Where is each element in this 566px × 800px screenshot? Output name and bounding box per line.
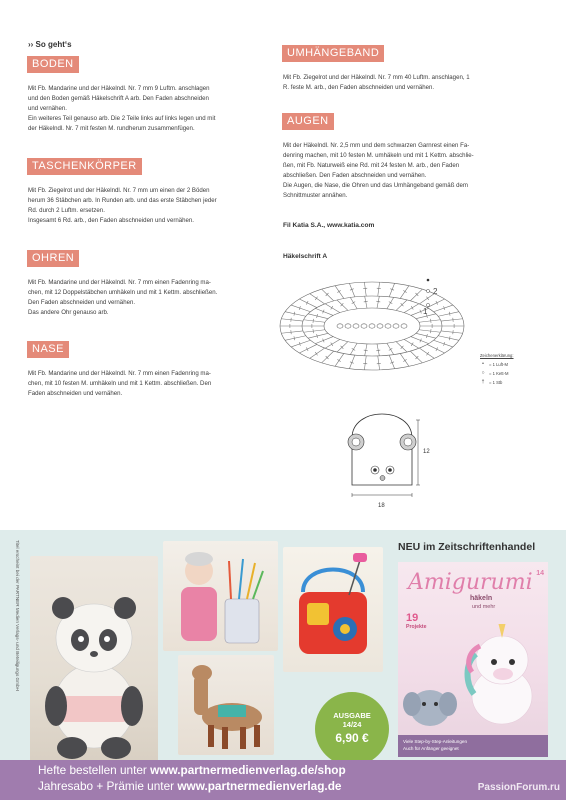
- chain-stitch-mark: [353, 324, 359, 328]
- chain-stitch-icon: •: [482, 361, 484, 367]
- crochet-chart-title: Häkelschrift A: [283, 253, 328, 260]
- double-crochet-mark: [378, 356, 380, 370]
- double-crochet-crossbar: [363, 363, 367, 364]
- double-crochet-crossbar: [376, 350, 380, 351]
- double-crochet-crossbar: [331, 306, 333, 309]
- double-crochet-mark: [325, 339, 340, 348]
- double-crochet-crossbar: [403, 359, 406, 361]
- legend-label: = 1 Stb: [489, 380, 503, 385]
- double-crochet-mark: [438, 336, 459, 341]
- text-line: ßen, mit Fb. Naturweiß eine Rd. mit 24 festen M. arb., den Faden: [283, 162, 460, 169]
- double-crochet-icon: †: [481, 379, 485, 385]
- double-crochet-mark: [410, 289, 422, 301]
- double-crochet-mark: [416, 333, 436, 338]
- double-crochet-mark: [281, 331, 303, 333]
- double-crochet-mark: [387, 297, 394, 308]
- radio-bag-photo: [283, 547, 383, 672]
- pupil-left: [373, 468, 377, 472]
- double-crochet-mark: [427, 299, 444, 308]
- text-line: chen, mit 10 festen M. umhäkeln und mit 1 Kettm. abschließen. Den: [28, 380, 212, 387]
- panda-photo: [30, 556, 158, 766]
- abo-line: [38, 779, 341, 793]
- magazine-cover[interactable]: [398, 562, 548, 757]
- text-line: Mit Fb. Mandarine und der Häkelndl. Nr. 7 mm einen Fadenring ma-: [28, 370, 211, 377]
- text-ohren: [28, 278, 217, 318]
- double-crochet-mark: [322, 289, 334, 301]
- double-crochet-crossbar: [364, 350, 368, 351]
- chain-stitch-mark: [377, 324, 383, 328]
- double-crochet-mark: [410, 351, 422, 363]
- double-crochet-mark: [441, 331, 463, 333]
- text-line: abschließen. Den Faden abschneiden und vernähen.: [283, 172, 427, 179]
- granny-photo: [163, 541, 278, 651]
- double-crochet-crossbar: [411, 306, 413, 309]
- ad-side-text: Titel erscheint bei der PARTNER Medien Verlags- und Beteiligungs GmbH: [15, 540, 20, 691]
- double-crochet-crossbar: [363, 288, 367, 289]
- double-crochet-mark: [281, 319, 303, 321]
- row-label-1: 1: [423, 307, 428, 316]
- text-line: Ein weiteres Teil genauso arb. Die 2 Teile links auf links legen und mit: [28, 115, 216, 122]
- double-crochet-crossbar: [315, 352, 317, 355]
- text-line: Rd. durch 2 Luftm. ersetzen.: [28, 207, 105, 214]
- double-crochet-crossbar: [337, 290, 340, 292]
- chain-stitch-mark: [337, 324, 343, 328]
- double-crochet-mark: [387, 343, 394, 354]
- double-crochet-crossbar: [449, 336, 450, 340]
- start-marker-dot: [427, 279, 430, 282]
- chain-stitch-mark: [385, 324, 391, 328]
- text-line: Insgesamt 6 Rd. arb., den Faden abschneiden und vernähen.: [28, 217, 194, 224]
- double-crochet-mark: [310, 294, 325, 304]
- double-crochet-mark: [350, 343, 357, 354]
- double-crochet-crossbar: [337, 359, 340, 361]
- chain-stitch-mark: [393, 324, 399, 328]
- text-line: Das andere Ohr genauso arb.: [28, 309, 109, 316]
- text-line: chen, mit 12 Doppelstäbchen umhäkeln und mit 1 Kettm. abschließen.: [28, 289, 218, 296]
- double-crochet-mark: [291, 305, 310, 312]
- double-crochet-mark: [335, 286, 344, 299]
- double-crochet-mark: [400, 286, 409, 299]
- double-crochet-mark: [322, 351, 334, 363]
- double-crochet-mark: [434, 340, 453, 347]
- magazine-footer: [398, 735, 548, 757]
- double-crochet-crossbar: [377, 288, 381, 289]
- double-crochet-crossbar: [377, 363, 381, 364]
- double-crochet-mark: [377, 344, 379, 356]
- text-line: R. feste M. arb., den Faden abschneiden und vernähen.: [283, 84, 435, 91]
- ear-left-inner: [352, 438, 360, 446]
- double-crochet-crossbar: [426, 352, 428, 355]
- legend-item: [480, 369, 514, 378]
- price-badge: [315, 692, 389, 766]
- legend-item: [480, 378, 514, 387]
- double-crochet-mark: [299, 344, 316, 353]
- nose: [380, 476, 385, 481]
- double-crochet-mark: [315, 308, 333, 315]
- text-line: Mit Fb. Ziegelrot und der Häkelndl. Nr. 7 mm 40 Luftm. anschlagen, 1: [283, 74, 470, 81]
- slip-stitch-icon: ○: [481, 370, 485, 376]
- magazine-footer-line: Viele Step-by-Step-Anleitungen: [403, 739, 468, 744]
- magazine-issue: 14: [536, 570, 544, 577]
- project-count-label: Projekte: [406, 624, 427, 630]
- pupil-right: [388, 468, 392, 472]
- text-line: Den Faden abschneiden und vernähen.: [28, 299, 136, 306]
- text-line: Mit der Häkelndl. Nr. 2,5 mm und dem schwarzen Garnrest einen Fa-: [283, 142, 470, 149]
- double-crochet-mark: [419, 348, 434, 358]
- price-value: 6,90 €: [335, 731, 369, 745]
- text-line: Schnittmuster annähen.: [283, 192, 348, 199]
- double-crochet-crossbar: [294, 336, 295, 340]
- double-crochet-crossbar: [315, 297, 317, 300]
- double-crochet-mark: [308, 333, 328, 338]
- double-crochet-crossbar: [376, 301, 380, 302]
- chain-stitch-mark: [345, 324, 351, 328]
- text-umhaengeband: [283, 73, 470, 93]
- text-line: denring machen, mit 10 festen M. umhäkeln und mit 1 Kettm. abschlie-: [283, 152, 474, 159]
- text-nase: [28, 369, 211, 399]
- double-crochet-mark: [364, 282, 366, 296]
- chain-stitch-mark: [369, 324, 375, 328]
- double-crochet-mark: [419, 320, 441, 322]
- intro-heading: ›› So geht‘s: [28, 40, 72, 49]
- source-credit: Fil Katia S.A., www.katia.com: [283, 222, 375, 229]
- order-line: [38, 763, 346, 777]
- double-crochet-mark: [335, 353, 344, 366]
- shop-link[interactable]: www.partnermedienverlag.de/shop: [150, 763, 346, 777]
- heading-nase: NASE: [27, 341, 69, 358]
- double-crochet-mark: [377, 296, 379, 308]
- double-crochet-mark: [304, 320, 326, 322]
- chain-stitch-mark: [361, 324, 367, 328]
- unicorn-illustration: [454, 624, 546, 729]
- price-issue-number: 14/24: [342, 720, 362, 729]
- double-crochet-mark: [396, 342, 407, 352]
- ear-right-inner: [404, 438, 412, 446]
- publisher-link[interactable]: www.partnermedienverlag.de: [177, 779, 342, 793]
- double-crochet-crossbar: [364, 301, 368, 302]
- heading-augen: AUGEN: [282, 113, 334, 130]
- watermark: PassionForum.ru: [477, 782, 560, 793]
- double-crochet-mark: [337, 342, 348, 352]
- text-line: Mit Fb. Ziegelrot und der Häkelndl. Nr. 7 mm um einen der 2 Böden: [28, 187, 210, 194]
- order-banner: [0, 760, 566, 800]
- slip-stitch-marker: [426, 289, 429, 292]
- bag-pattern-diagram: [330, 398, 440, 518]
- project-count: 19: [406, 612, 419, 624]
- double-crochet-mark: [396, 300, 407, 310]
- magazine-title: Amigurumi: [408, 570, 533, 595]
- double-crochet-mark: [378, 282, 380, 296]
- height-dimension-label: 12: [423, 449, 430, 455]
- text-taschenkoerper: [28, 186, 217, 226]
- double-crochet-crossbar: [389, 302, 392, 304]
- double-crochet-mark: [404, 339, 419, 348]
- abo-prefix: Jahresabo + Prämie unter: [38, 779, 178, 793]
- double-crochet-crossbar: [426, 297, 428, 300]
- double-crochet-mark: [337, 300, 348, 310]
- double-crochet-mark: [365, 296, 367, 308]
- double-crochet-mark: [304, 330, 326, 332]
- double-crochet-mark: [434, 305, 453, 312]
- double-crochet-mark: [400, 353, 409, 366]
- double-crochet-mark: [285, 336, 306, 341]
- double-crochet-mark: [427, 344, 444, 353]
- double-crochet-mark: [315, 337, 333, 344]
- heading-ohren: OHREN: [27, 250, 79, 267]
- double-crochet-crossbar: [449, 312, 450, 316]
- double-crochet-crossbar: [331, 343, 333, 346]
- double-crochet-mark: [404, 304, 419, 313]
- new-release-label: NEU im Zeitschriftenhandel: [398, 541, 536, 553]
- double-crochet-mark: [419, 330, 441, 332]
- magazine-subtitle-2: und mehr: [472, 604, 496, 610]
- order-prefix: Hefte bestellen unter: [38, 763, 151, 777]
- heading-boden: BODEN: [27, 56, 79, 73]
- llama-photo: [178, 655, 274, 755]
- double-crochet-mark: [308, 314, 328, 319]
- ad-side-note: [12, 540, 20, 750]
- magazine-subtitle: häkeln: [470, 595, 493, 602]
- chain-stitch-mark: [401, 324, 407, 328]
- legend-label: = 1 Luft-M: [489, 362, 508, 367]
- chart-legend: [480, 351, 514, 387]
- double-crochet-mark: [364, 356, 366, 370]
- text-line: Mit Fb. Mandarine und der Häkelndl. Nr. 7 mm 9 Luftm. anschlagen: [28, 85, 210, 92]
- legend-item: [480, 360, 514, 369]
- text-augen: [283, 141, 474, 201]
- text-line: der Häkelndl. Nr. 7 mit festen M. rundherum zusammenfügen.: [28, 125, 195, 132]
- text-line: Mit Fb. Mandarine und der Häkelndl. Nr. 7 mm einen Fadenring ma-: [28, 279, 211, 286]
- text-line: Die Augen, die Nase, die Ohren und das Umhängeband gemäß dem: [283, 182, 468, 189]
- magazine-footer-line: Auch für Anfänger geeignet: [403, 746, 459, 751]
- double-crochet-mark: [438, 312, 459, 317]
- double-crochet-mark: [350, 297, 357, 308]
- legend-title: Zeichenerklärung:: [480, 353, 514, 358]
- double-crochet-mark: [291, 340, 310, 347]
- bag-outline: [352, 414, 412, 485]
- double-crochet-mark: [411, 337, 429, 344]
- text-line: und vernähen.: [28, 105, 67, 112]
- heading-taschenkoerper: TASCHENKÖRPER: [27, 158, 142, 175]
- text-line: herum 36 Stäbchen arb. In Runden arb. und das erste Stäbchen jeder: [28, 197, 217, 204]
- double-crochet-mark: [285, 312, 306, 317]
- double-crochet-crossbar: [352, 302, 355, 304]
- width-dimension-label: 18: [378, 503, 385, 509]
- double-crochet-crossbar: [403, 290, 406, 292]
- double-crochet-mark: [441, 319, 463, 321]
- double-crochet-crossbar: [411, 343, 413, 346]
- double-crochet-mark: [325, 304, 340, 313]
- legend-label: = 1 Kett-M: [489, 371, 509, 376]
- heading-umhaengeband: UMHÄNGEBAND: [282, 45, 384, 62]
- double-crochet-crossbar: [352, 348, 355, 350]
- price-issue-label: AUSGABE: [333, 711, 371, 720]
- crochet-chart-diagram: [270, 264, 470, 389]
- double-crochet-mark: [310, 348, 325, 358]
- text-line: und den Boden gemäß Häkelschrift A arb. Den Faden abschneiden: [28, 95, 209, 102]
- text-line: Faden abschneiden und vernähen.: [28, 390, 123, 397]
- double-crochet-crossbar: [389, 348, 392, 350]
- double-crochet-crossbar: [294, 312, 295, 316]
- row-label-2: 2: [433, 287, 438, 296]
- text-boden: [28, 84, 215, 134]
- elephant-illustration: [402, 680, 458, 730]
- double-crochet-mark: [299, 299, 316, 308]
- double-crochet-mark: [365, 344, 367, 356]
